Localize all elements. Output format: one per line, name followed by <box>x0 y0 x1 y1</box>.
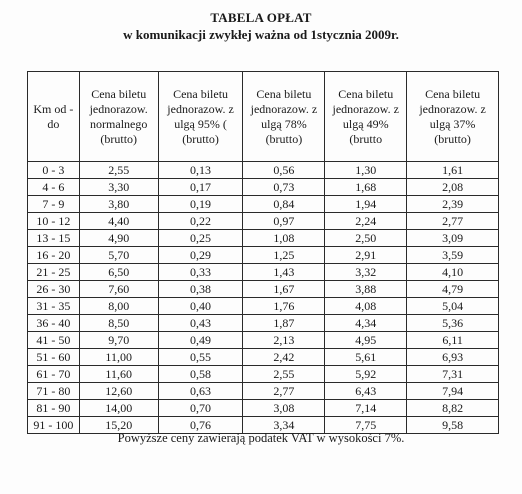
discount-37-cell: 1,61 <box>407 162 499 179</box>
discount-37-cell: 6,11 <box>407 332 499 349</box>
fee-table-body <box>28 162 499 434</box>
discount-95-cell: 0,58 <box>158 366 243 383</box>
fee-table-header-row <box>28 72 499 162</box>
normal-fare-cell: 12,60 <box>79 383 158 400</box>
discount-49-cell: 2,91 <box>325 247 407 264</box>
normal-fare-cell: 8,50 <box>79 315 158 332</box>
normal-fare-cell: 5,70 <box>79 247 158 264</box>
discount-37-cell: 4,10 <box>407 264 499 281</box>
discount-37-cell: 2,08 <box>407 179 499 196</box>
fee-table <box>27 71 499 434</box>
document-subtitle: w komunikacji zwykłej ważna od 1stycznia 2009r. <box>123 27 399 42</box>
discount-95-cell: 0,17 <box>158 179 243 196</box>
discount-78-cell: 3,08 <box>243 400 325 417</box>
discount-37-cell: 3,59 <box>407 247 499 264</box>
normal-fare-cell: 3,80 <box>79 196 158 213</box>
normal-fare-cell: 8,00 <box>79 298 158 315</box>
discount-49-cell: 4,34 <box>325 315 407 332</box>
discount-49-cell: 6,43 <box>325 383 407 400</box>
header-discount-78: Cena biletu jednorazow. z ulgą 78% (brutto) <box>243 72 325 162</box>
discount-78-cell: 3,34 <box>243 417 325 434</box>
table-row <box>28 179 499 196</box>
discount-78-cell: 1,87 <box>243 315 325 332</box>
km-range-cell: 13 - 15 <box>28 230 80 247</box>
table-row <box>28 383 499 400</box>
discount-49-cell: 7,14 <box>325 400 407 417</box>
discount-95-cell: 0,38 <box>158 281 243 298</box>
normal-fare-cell: 3,30 <box>79 179 158 196</box>
header-discount-49: Cena biletu jednorazow. z ulgą 49% (brutto <box>325 72 407 162</box>
discount-78-cell: 1,25 <box>243 247 325 264</box>
discount-49-cell: 7,75 <box>325 417 407 434</box>
table-row <box>28 315 499 332</box>
discount-49-cell: 1,30 <box>325 162 407 179</box>
table-row <box>28 213 499 230</box>
discount-49-cell: 2,50 <box>325 230 407 247</box>
discount-49-cell: 2,24 <box>325 213 407 230</box>
km-range-cell: 7 - 9 <box>28 196 80 213</box>
discount-95-cell: 0,49 <box>158 332 243 349</box>
normal-fare-cell: 11,60 <box>79 366 158 383</box>
discount-78-cell: 2,42 <box>243 349 325 366</box>
normal-fare-cell: 4,40 <box>79 213 158 230</box>
discount-95-cell: 0,76 <box>158 417 243 434</box>
normal-fare-cell: 9,70 <box>79 332 158 349</box>
km-range-cell: 31 - 35 <box>28 298 80 315</box>
table-row <box>28 332 499 349</box>
table-row <box>28 196 499 213</box>
km-range-cell: 71 - 80 <box>28 383 80 400</box>
km-range-cell: 51 - 60 <box>28 349 80 366</box>
discount-95-cell: 0,70 <box>158 400 243 417</box>
table-row <box>28 349 499 366</box>
discount-49-cell: 3,88 <box>325 281 407 298</box>
discount-78-cell: 0,56 <box>243 162 325 179</box>
discount-37-cell: 6,93 <box>407 349 499 366</box>
km-range-cell: 26 - 30 <box>28 281 80 298</box>
normal-fare-cell: 6,50 <box>79 264 158 281</box>
normal-fare-cell: 14,00 <box>79 400 158 417</box>
discount-37-cell: 2,77 <box>407 213 499 230</box>
discount-78-cell: 2,55 <box>243 366 325 383</box>
discount-37-cell: 4,79 <box>407 281 499 298</box>
discount-78-cell: 2,77 <box>243 383 325 400</box>
normal-fare-cell: 7,60 <box>79 281 158 298</box>
table-row <box>28 400 499 417</box>
header-km-range: Km od - do <box>28 72 80 162</box>
table-row <box>28 162 499 179</box>
km-range-cell: 91 - 100 <box>28 417 80 434</box>
discount-78-cell: 0,84 <box>243 196 325 213</box>
discount-37-cell: 3,09 <box>407 230 499 247</box>
discount-49-cell: 1,94 <box>325 196 407 213</box>
discount-95-cell: 0,22 <box>158 213 243 230</box>
discount-49-cell: 1,68 <box>325 179 407 196</box>
normal-fare-cell: 11,00 <box>79 349 158 366</box>
document-title: TABELA OPŁAT <box>210 10 312 25</box>
discount-78-cell: 1,43 <box>243 264 325 281</box>
km-range-cell: 21 - 25 <box>28 264 80 281</box>
discount-95-cell: 0,55 <box>158 349 243 366</box>
discount-95-cell: 0,13 <box>158 162 243 179</box>
vat-note: Powyższe ceny zawierają podatek VAT w wysokości 7%. <box>117 431 405 445</box>
km-range-cell: 4 - 6 <box>28 179 80 196</box>
table-row <box>28 247 499 264</box>
table-row <box>28 230 499 247</box>
discount-49-cell: 4,08 <box>325 298 407 315</box>
discount-49-cell: 3,32 <box>325 264 407 281</box>
table-row <box>28 281 499 298</box>
header-normal-fare: Cena biletu jednorazow. normalnego (brutto) <box>79 72 158 162</box>
km-range-cell: 0 - 3 <box>28 162 80 179</box>
discount-37-cell: 8,82 <box>407 400 499 417</box>
discount-37-cell: 2,39 <box>407 196 499 213</box>
discount-95-cell: 0,19 <box>158 196 243 213</box>
discount-95-cell: 0,33 <box>158 264 243 281</box>
km-range-cell: 10 - 12 <box>28 213 80 230</box>
discount-37-cell: 5,04 <box>407 298 499 315</box>
discount-37-cell: 5,36 <box>407 315 499 332</box>
discount-37-cell: 7,94 <box>407 383 499 400</box>
discount-95-cell: 0,29 <box>158 247 243 264</box>
discount-78-cell: 0,73 <box>243 179 325 196</box>
table-row <box>28 298 499 315</box>
discount-78-cell: 1,76 <box>243 298 325 315</box>
discount-37-cell: 9,58 <box>407 417 499 434</box>
header-discount-37: Cena biletu jednorazow. z ulgą 37% (brutto) <box>407 72 499 162</box>
table-row <box>28 264 499 281</box>
discount-78-cell: 0,97 <box>243 213 325 230</box>
discount-37-cell: 7,31 <box>407 366 499 383</box>
discount-49-cell: 4,95 <box>325 332 407 349</box>
km-range-cell: 16 - 20 <box>28 247 80 264</box>
km-range-cell: 36 - 40 <box>28 315 80 332</box>
normal-fare-cell: 15,20 <box>79 417 158 434</box>
discount-49-cell: 5,92 <box>325 366 407 383</box>
km-range-cell: 41 - 50 <box>28 332 80 349</box>
discount-78-cell: 2,13 <box>243 332 325 349</box>
normal-fare-cell: 4,90 <box>79 230 158 247</box>
table-row <box>28 366 499 383</box>
km-range-cell: 81 - 90 <box>28 400 80 417</box>
discount-95-cell: 0,25 <box>158 230 243 247</box>
discount-95-cell: 0,63 <box>158 383 243 400</box>
normal-fare-cell: 2,55 <box>79 162 158 179</box>
discount-49-cell: 5,61 <box>325 349 407 366</box>
discount-78-cell: 1,08 <box>243 230 325 247</box>
discount-78-cell: 1,67 <box>243 281 325 298</box>
discount-95-cell: 0,43 <box>158 315 243 332</box>
discount-95-cell: 0,40 <box>158 298 243 315</box>
header-discount-95: Cena biletu jednorazow. z ulgą 95% ( (brutto) <box>158 72 243 162</box>
km-range-cell: 61 - 70 <box>28 366 80 383</box>
